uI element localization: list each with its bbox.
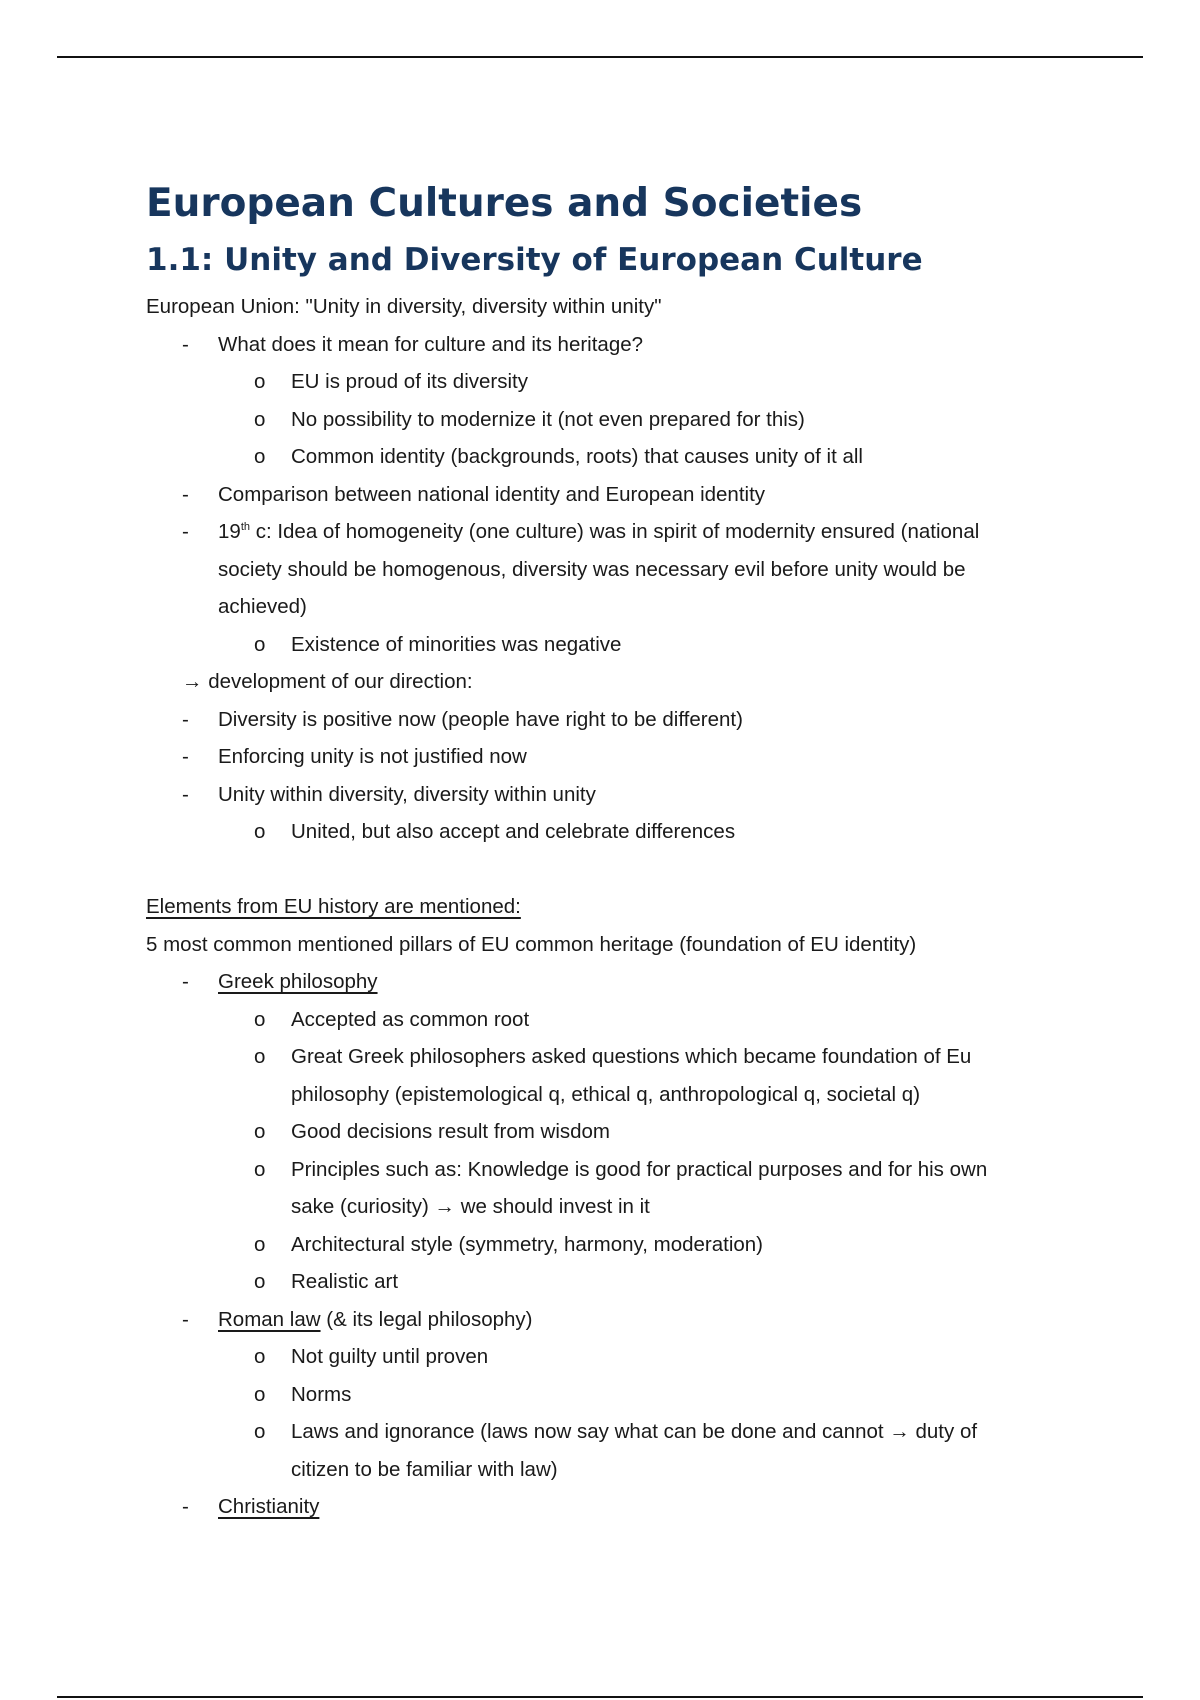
right-arrow-icon: → xyxy=(889,1420,910,1443)
list-item-text: Diversity is positive now (people have right to be different) xyxy=(218,707,743,731)
development-line xyxy=(146,663,1066,701)
circle-bullet: o xyxy=(254,1007,266,1031)
circle-bullet: o xyxy=(254,1345,266,1368)
century-number: 19 xyxy=(218,520,241,543)
right-arrow-icon: → xyxy=(182,670,203,693)
list-item xyxy=(146,963,1066,1001)
century-superscript: th xyxy=(240,521,250,534)
list-item xyxy=(146,326,1066,364)
dash-bullet: - xyxy=(182,782,189,806)
list-item xyxy=(146,1263,1066,1301)
circle-bullet: o xyxy=(254,1232,266,1256)
footer-rule xyxy=(57,1696,1143,1698)
list-item xyxy=(146,1226,1066,1264)
circle-bullet: o xyxy=(254,1420,266,1443)
list-item xyxy=(146,1301,1066,1339)
list-item-text: we should invest in it xyxy=(455,1195,650,1218)
list-item-text: Laws and ignorance (laws now say what can be done and cannot xyxy=(291,1420,890,1443)
list-item-text: No possibility to modernize it (not even prepared for this) xyxy=(291,407,805,431)
list-item xyxy=(146,513,1066,551)
elements-heading-text: Elements from EU history are mentioned: xyxy=(146,895,521,918)
header-rule xyxy=(57,56,1143,58)
list-item-text: Accepted as common root xyxy=(291,1007,530,1031)
dash-bullet: - xyxy=(182,332,189,356)
circle-bullet: o xyxy=(254,820,266,843)
blank-line xyxy=(146,851,1066,889)
list-item-text: Great Greek philosophers asked questions which became foundation of Eu xyxy=(291,1045,972,1068)
list-item xyxy=(146,1338,1066,1376)
eu-motto-line: European Union: "Unity in diversity, diversity within unity" xyxy=(146,295,662,318)
list-item xyxy=(146,1113,1066,1151)
circle-bullet: o xyxy=(254,407,266,431)
circle-bullet: o xyxy=(254,1157,266,1181)
circle-bullet: o xyxy=(254,632,266,656)
list-item-text: Architectural style (symmetry, harmony, moderation) xyxy=(291,1232,764,1256)
elements-heading xyxy=(146,888,1066,926)
circle-bullet: o xyxy=(254,445,266,468)
list-item-continuation: philosophy (epistemological q, ethical q, anthropological q, societal q) xyxy=(291,1082,921,1106)
circle-bullet: o xyxy=(254,370,266,393)
dash-bullet: - xyxy=(182,1307,189,1331)
document-title: European Cultures and Societies xyxy=(146,181,863,226)
list-item xyxy=(146,626,1066,664)
list-item-text: Realistic art xyxy=(291,1270,399,1293)
list-item xyxy=(146,776,1066,814)
dash-bullet: - xyxy=(182,1495,189,1518)
list-item xyxy=(146,438,1066,476)
list-item-text: Norms xyxy=(291,1382,352,1406)
list-item xyxy=(146,1151,1066,1189)
list-item-continuation: society should be homogenous, diversity was necessary evil before unity would be xyxy=(218,557,966,581)
circle-bullet: o xyxy=(254,1120,266,1143)
list-item xyxy=(146,476,1066,514)
list-item-text: Unity within diversity, diversity within unity xyxy=(218,782,596,806)
list-item xyxy=(146,363,1066,401)
right-arrow-icon: → xyxy=(434,1195,456,1218)
dash-bullet: - xyxy=(182,707,189,731)
list-item-text: duty of xyxy=(909,1420,978,1443)
list-item-text: United, but also accept and celebrate differences xyxy=(291,820,736,843)
list-item-text: Common identity (backgrounds, roots) that causes unity of it all xyxy=(291,445,863,468)
list-item xyxy=(146,401,1066,439)
list-item-text: Good decisions result from wisdom xyxy=(291,1120,611,1143)
pillars-line: 5 most common mentioned pillars of EU common heritage (foundation of EU identity) xyxy=(146,932,917,956)
list-item xyxy=(146,1488,1066,1526)
list-item-text: Enforcing unity is not justified now xyxy=(218,745,527,768)
list-item xyxy=(146,1376,1066,1414)
dash-bullet: - xyxy=(182,520,189,543)
section-heading: 1.1: Unity and Diversity of European Culture xyxy=(146,242,923,278)
list-item-text: What does it mean for culture and its heritage? xyxy=(218,332,644,356)
document-body xyxy=(146,176,1066,1526)
circle-bullet: o xyxy=(254,1045,266,1068)
list-item xyxy=(146,1038,1066,1076)
circle-bullet: o xyxy=(254,1270,266,1293)
list-item-text: Not guilty until proven xyxy=(291,1345,489,1368)
dash-bullet: - xyxy=(182,970,189,993)
list-item-text: EU is proud of its diversity xyxy=(291,370,528,393)
list-item-text: sake (curiosity) xyxy=(291,1195,435,1218)
dash-bullet: - xyxy=(182,482,189,506)
list-item-text: c: Idea of homogeneity (one culture) was in spirit of modernity ensured (national xyxy=(250,520,980,543)
circle-bullet: o xyxy=(254,1382,266,1406)
list-item xyxy=(146,1413,1066,1451)
list-item xyxy=(146,738,1066,776)
list-item-continuation: achieved) xyxy=(218,595,307,618)
list-item-text: Comparison between national identity and European identity xyxy=(218,482,766,506)
list-item-text: (& its legal philosophy) xyxy=(320,1307,533,1331)
list-item xyxy=(146,813,1066,851)
greek-philosophy-label: Greek philosophy xyxy=(218,970,378,993)
christianity-label: Christianity xyxy=(218,1495,320,1518)
list-item-text: Principles such as: Knowledge is good for practical purposes and for his own xyxy=(291,1157,988,1181)
list-item xyxy=(146,701,1066,739)
list-item-text: Existence of minorities was negative xyxy=(291,632,622,656)
list-item xyxy=(146,1001,1066,1039)
list-item-text: development of our direction: xyxy=(208,670,473,693)
dash-bullet: - xyxy=(182,745,189,768)
list-item-continuation: citizen to be familiar with law) xyxy=(291,1457,558,1481)
roman-law-label: Roman law xyxy=(218,1307,321,1331)
list-item-continuation xyxy=(146,1188,1066,1226)
